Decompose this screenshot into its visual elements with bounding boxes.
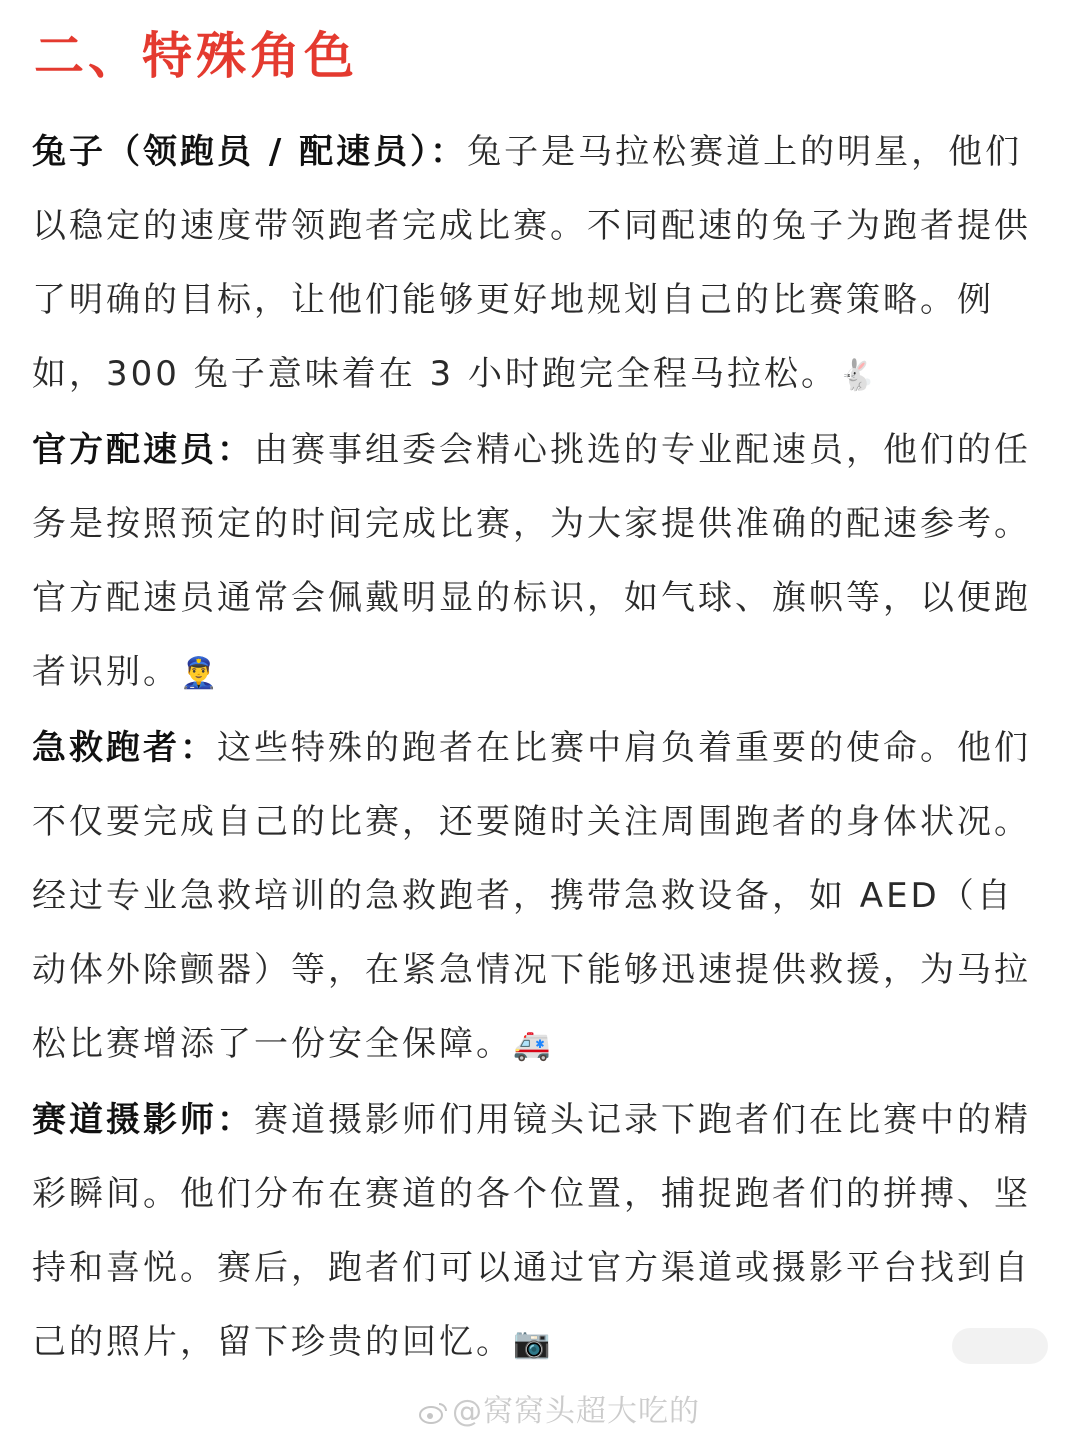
- term-first-aid-runner: 急救跑者：: [32, 728, 217, 768]
- text-official-pacer: 由赛事组委会精心挑选的专业配速员，他们的任务是按照预定的时间完成比赛，为大家提供准确的配速参考。官方配速员通常会佩戴明显的标识，如气球、旗帜等，以便跑者识别。: [32, 430, 1031, 692]
- camera-icon: 📷: [513, 1326, 551, 1361]
- corner-badge: [952, 1328, 1048, 1364]
- text-rabbit: 兔子是马拉松赛道上的明星，他们以稳定的速度带领跑者完成比赛。不同配速的兔子为跑者提供了明确的目标，让他们能够更好地规划自己的比赛策略。例如，300 兔子意味着在 3 小时跑完全程马拉松。: [32, 132, 1031, 394]
- paragraph-official-pacer: [32, 413, 1044, 711]
- section-title: 二、特殊角色: [34, 27, 358, 85]
- rabbit-icon: 🐇: [837, 358, 876, 393]
- watermark-text: @窝窝头超大吃的: [452, 1394, 700, 1429]
- term-official-pacer: 官方配速员：: [32, 430, 254, 470]
- paragraph-first-aid-runner: [32, 711, 1044, 1083]
- text-photographer: 赛道摄影师们用镜头记录下跑者们在比赛中的精彩瞬间。他们分布在赛道的各个位置，捕捉跑者们的拼搏、坚持和喜悦。赛后，跑者们可以通过官方渠道或摄影平台找到自己的照片，留下珍贵的回忆。: [32, 1100, 1031, 1362]
- content-body: [32, 115, 1044, 1381]
- ambulance-icon: 🚑: [513, 1028, 551, 1063]
- paragraph-rabbit: [32, 115, 1044, 413]
- police-officer-icon: 👮‍♂️: [180, 656, 218, 691]
- watermark: [418, 1392, 700, 1432]
- term-rabbit: 兔子（领跑员 / 配速员）：: [32, 132, 468, 172]
- text-first-aid-runner: 这些特殊的跑者在比赛中肩负着重要的使命。他们不仅要完成自己的比赛，还要随时关注周围跑者的身体状况。经过专业急救培训的急救跑者，携带急救设备，如 AED（自动体外除颤器）等，在紧急情况下能够迅速提供救援，为马拉松比赛增添了一份安全保障。: [32, 728, 1031, 1064]
- paragraph-photographer: [32, 1083, 1044, 1381]
- term-photographer: 赛道摄影师：: [32, 1100, 254, 1140]
- weibo-icon: [418, 1401, 448, 1425]
